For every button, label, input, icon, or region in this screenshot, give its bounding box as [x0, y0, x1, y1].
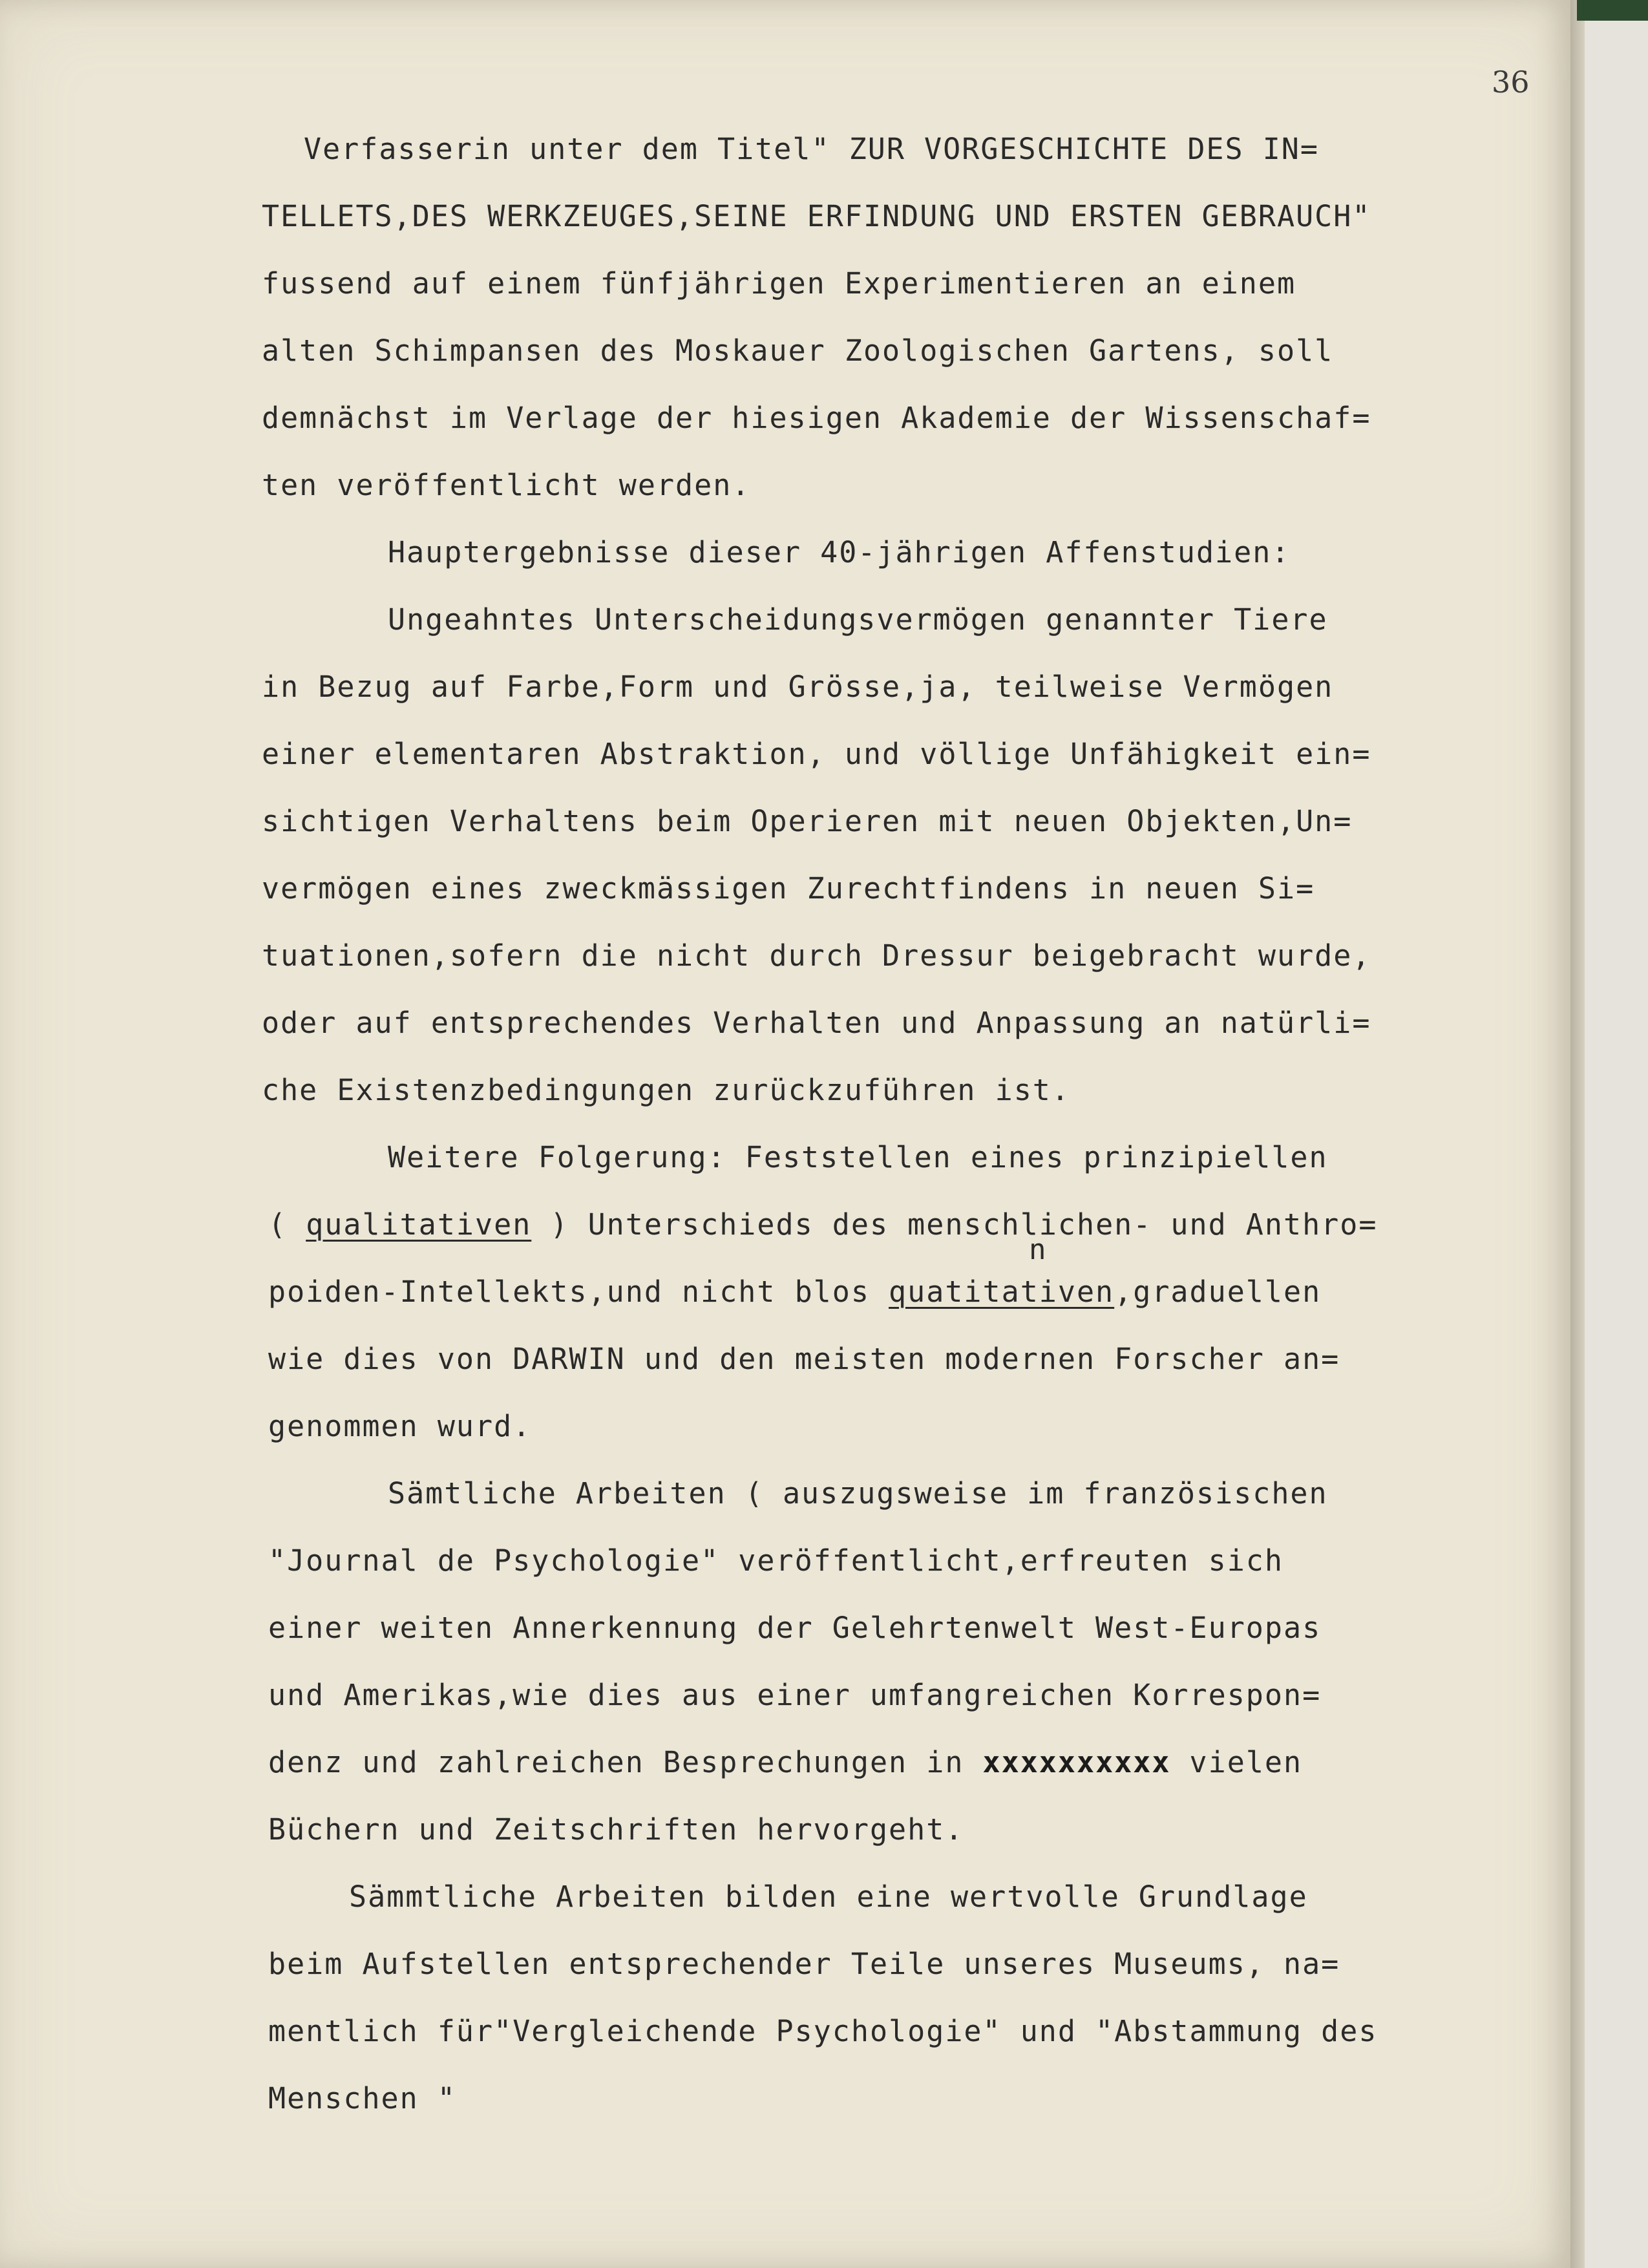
text-segment: Verfasserin unter dem Titel" ZUR VORGESCHICHTE DES IN= [304, 132, 1319, 166]
text-segment: tuationen,sofern die nicht durch Dressur beigebracht wurde, [262, 938, 1371, 973]
text-line [262, 1073, 1070, 1107]
text-line [388, 535, 1291, 569]
text-segment: ) Unterschieds des menschlichen- und Anthro= [531, 1207, 1378, 1242]
text-segment: alten Schimpansen des Moskauer Zoologischen Gartens, soll [262, 334, 1334, 368]
text-segment: Weitere Folgerung: Feststellen eines prinzipiellen [388, 1140, 1328, 1174]
text-line [262, 737, 1371, 771]
text-line [262, 266, 1296, 301]
text-line [268, 1342, 1340, 1376]
text-line [388, 1140, 1328, 1174]
text-line [262, 199, 1371, 233]
text-segment: vermögen eines zweckmässigen Zurechtfindens in neuen Si= [262, 871, 1315, 906]
text-line [262, 401, 1371, 435]
text-segment: einer weiten Annerkennung der Gelehrtenwelt West-Europas [268, 1611, 1322, 1645]
text-segment: Sämtliche Arbeiten ( auszugsweise im französischen [388, 1476, 1328, 1510]
text-line [268, 1745, 1303, 1779]
text-segment: "Journal de Psychologie" veröffentlicht,erfreuten sich [268, 1543, 1284, 1578]
text-segment: demnächst im Verlage der hiesigen Akademie der Wissenschaf= [262, 401, 1371, 435]
text-line [388, 602, 1328, 637]
text-segment: ten veröffentlicht werden. [262, 468, 751, 502]
text-segment: und Amerikas,wie dies aus einer umfangreichen Korrespon= [268, 1678, 1322, 1712]
text-line [349, 1880, 1308, 1914]
page-fold-shadow [1570, 0, 1585, 2268]
text-segment: Ungeahntes Unterscheidungsvermögen genannter Tiere [388, 602, 1328, 637]
text-line [268, 1409, 532, 1443]
text-line [268, 1947, 1340, 1981]
text-line [268, 1680, 1321, 1710]
text-segment: in Bezug auf Farbe,Form und Grösse,ja, teilweise Vermögen [262, 670, 1334, 704]
text-segment: ,graduellen [1114, 1275, 1322, 1309]
green-cover-edge [1577, 0, 1648, 21]
interlinear-insertion: n [1029, 1233, 1046, 1266]
text-segment: sichtigen Verhaltens beim Operieren mit neuen Objekten,Un= [262, 804, 1353, 838]
text-segment: einer elementaren Abstraktion, und völlige Unfähigkeit ein= [262, 737, 1371, 771]
page-number: 36 [1492, 65, 1530, 100]
backing-sheet [1585, 0, 1648, 2268]
text-line [262, 938, 1371, 973]
text-segment: oder auf entsprechendes Verhalten und Anpassung an natürli= [262, 1006, 1371, 1040]
text-segment: denz und zahlreichen Besprechungen in [268, 1745, 983, 1779]
text-line [304, 134, 1319, 164]
text-segment: TELLETS,DES WERKZEUGES,SEINE ERFINDUNG UND ERSTEN GEBRAUCH" [262, 199, 1371, 233]
text-line [262, 334, 1334, 368]
text-segment: mentlich für"Vergleichende Psychologie" und "Abstammung des [268, 2014, 1378, 2048]
text-segment: beim Aufstellen entsprechender Teile unseres Museums, na= [268, 1947, 1340, 1981]
text-segment: Büchern und Zeitschriften hervorgeht. [268, 1812, 964, 1847]
struck-out-word: xxxxxxxxxx [982, 1745, 1171, 1779]
text-line [268, 1275, 1322, 1309]
text-segment: poiden-Intellekts,und nicht blos [268, 1275, 889, 1309]
text-line [262, 804, 1353, 838]
text-segment: vielen [1170, 1745, 1303, 1779]
text-segment: wie dies von DARWIN und den meisten modernen Forscher an= [268, 1342, 1340, 1376]
text-line [268, 1543, 1284, 1578]
text-line [268, 1207, 1378, 1242]
underlined-word: quatitativen [889, 1275, 1115, 1309]
text-line [262, 468, 751, 502]
text-segment: genommen wurd. [268, 1409, 532, 1443]
text-segment: Sämmtliche Arbeiten bilden eine wertvolle Grundlage [349, 1880, 1308, 1914]
text-line [262, 670, 1334, 704]
text-segment: ( [268, 1207, 306, 1242]
text-line [268, 1812, 964, 1847]
text-line [388, 1476, 1328, 1510]
text-segment: fussend auf einem fünfjährigen Experimentieren an einem [262, 266, 1296, 301]
text-segment: Hauptergebnisse dieser 40-jährigen Affenstudien: [388, 535, 1291, 569]
underlined-word: qualitativen [306, 1207, 532, 1242]
text-segment: Menschen " [268, 2081, 456, 2115]
text-line [268, 2081, 456, 2115]
text-segment: che Existenzbedingungen zurückzuführen ist. [262, 1073, 1070, 1107]
text-line [268, 1611, 1322, 1645]
text-line [262, 1006, 1371, 1040]
text-line [268, 2014, 1378, 2048]
text-line [262, 871, 1315, 906]
